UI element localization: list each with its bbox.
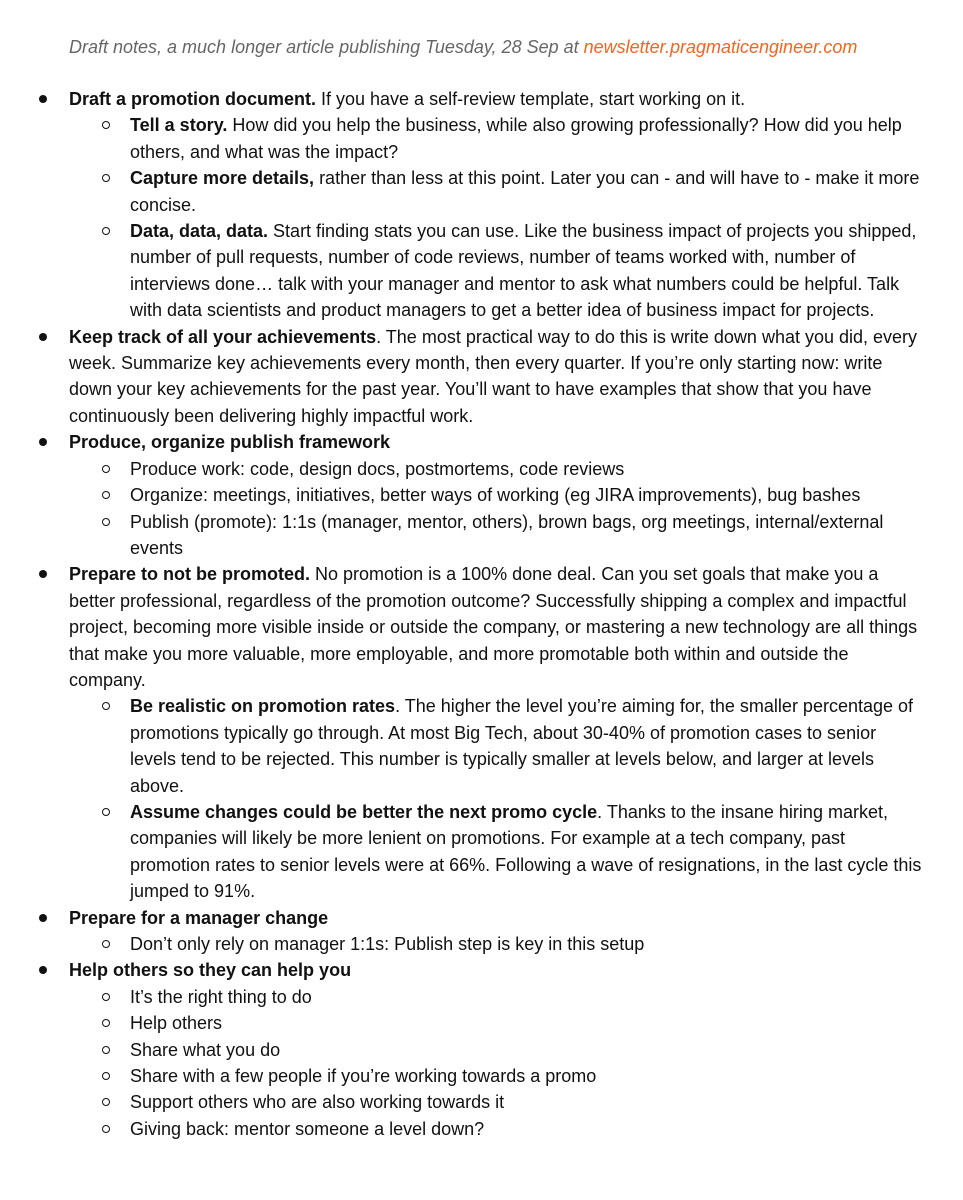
list-item-heading: Draft a promotion document.	[69, 89, 316, 109]
sub-item-text: Produce work: code, design docs, postmortems, code reviews	[130, 458, 625, 479]
newsletter-link[interactable]: newsletter.pragmaticengineer.com	[583, 37, 858, 57]
sub-item-text: Giving back: mentor someone a level down?	[130, 1118, 485, 1139]
sub-item-text: Support others who are also working towards it	[130, 1092, 505, 1113]
sub-item-text: . The higher the level you’re aiming for, the smaller percentage of promotions typically go through. At most Big Tech, about 30-40% of promotion cases to senior levels tend to be rejected. This number is typically smaller at levels below, and larger at levels above.	[130, 696, 914, 796]
notes-list	[38, 86, 923, 1142]
sub-item-text: Organize: meetings, initiatives, better ways of working (eg JIRA improvements), bug bashes	[130, 485, 861, 506]
sub-list-item	[69, 1010, 923, 1036]
list-item	[38, 905, 923, 958]
sub-item-heading: Be realistic on promotion rates	[130, 696, 396, 717]
list-item	[38, 86, 923, 324]
list-item-heading: Help others so they can help you	[69, 960, 352, 981]
list-item	[38, 561, 923, 904]
list-item-heading: Keep track of all your achievements	[69, 326, 377, 347]
sub-list-item	[69, 1116, 923, 1142]
sub-list-item	[69, 984, 923, 1010]
sub-list-item	[69, 693, 923, 799]
sub-list-item	[69, 456, 923, 482]
sub-item-text: Help others	[130, 1013, 223, 1034]
sub-list-item	[69, 509, 923, 562]
sub-list-item	[69, 1089, 923, 1115]
list-item-heading: Prepare for a manager change	[69, 907, 329, 928]
sub-list	[69, 931, 923, 957]
list-item-heading: Prepare to not be promoted.	[69, 564, 311, 585]
sub-list	[69, 112, 923, 323]
sub-list-item	[69, 482, 923, 508]
sub-item-text: Share what you do	[130, 1039, 281, 1060]
list-item	[38, 324, 923, 430]
sub-list-item	[69, 112, 923, 165]
sub-list-item	[69, 1037, 923, 1063]
sub-item-text: Share with a few people if you’re working towards a promo	[130, 1066, 597, 1087]
sub-item-heading: Capture more details,	[130, 168, 315, 189]
list-item-text: . The most practical way to do this is write down what you did, every week. Summarize key achievements every month, then every quarter. If you’re only starting now: write down your key achievements for the past year. You’ll want to have examples that show that you have continuously been delivering highly impactful work.	[69, 326, 918, 426]
sub-item-text: rather than less at this point. Later you can - and will have to - make it more concise.	[130, 168, 920, 215]
list-item-heading: Produce, organize publish framework	[69, 432, 391, 453]
sub-item-text: . Thanks to the insane hiring market, companies will likely be more lenient on promotions. For example at a tech company, past promotion rates to senior levels were at 66%. Following a wave of resignations, in the last cycle this jumped to 91%.	[130, 801, 922, 902]
sub-list-item	[69, 799, 923, 905]
sub-item-text: It’s the right thing to do	[130, 986, 312, 1007]
sub-item-text: Start finding stats you can use. Like the business impact of projects you shipped, number of pull requests, number of code reviews, number of teams worked with, number of interviews done… talk with your manager and mentor to ask what numbers could be helpful. Talk with data scientists and product managers to get a better idea of business impact for projects.	[130, 221, 917, 321]
sub-list	[69, 984, 923, 1142]
list-item	[38, 957, 923, 1142]
sub-item-text: Publish (promote): 1:1s (manager, mentor, others), brown bags, org meetings, internal/external events	[130, 511, 884, 558]
sub-list-item	[69, 165, 923, 218]
draft-notes-header	[69, 34, 923, 60]
sub-list-item	[69, 218, 923, 324]
list-item	[38, 429, 923, 561]
list-item-text: No promotion is a 100% done deal. Can you set goals that make you a better professional, regardless of the promotion outcome? Successfully shipping a complex and impactful project, becoming more visible inside or outside the company, or mastering a new technology are all things that make you more valuable, more employable, and more promotable both within and outside the company.	[69, 564, 918, 690]
sub-item-text: How did you help the business, while also growing professionally? How did you help others, and what was the impact?	[130, 115, 902, 162]
sub-item-heading: Data, data, data.	[130, 221, 269, 242]
sub-list-item	[69, 931, 923, 957]
list-item-text: If you have a self-review template, start working on it.	[316, 89, 746, 109]
sub-list	[69, 693, 923, 904]
sub-item-text: Don’t only rely on manager 1:1s: Publish step is key in this setup	[130, 934, 645, 954]
sub-item-heading: Assume changes could be better the next promo cycle	[130, 801, 598, 822]
sub-list-item	[69, 1063, 923, 1089]
sub-list	[69, 456, 923, 562]
header-text: Draft notes, a much longer article publishing Tuesday, 28 Sep at	[69, 37, 584, 57]
sub-item-heading: Tell a story.	[130, 115, 228, 136]
